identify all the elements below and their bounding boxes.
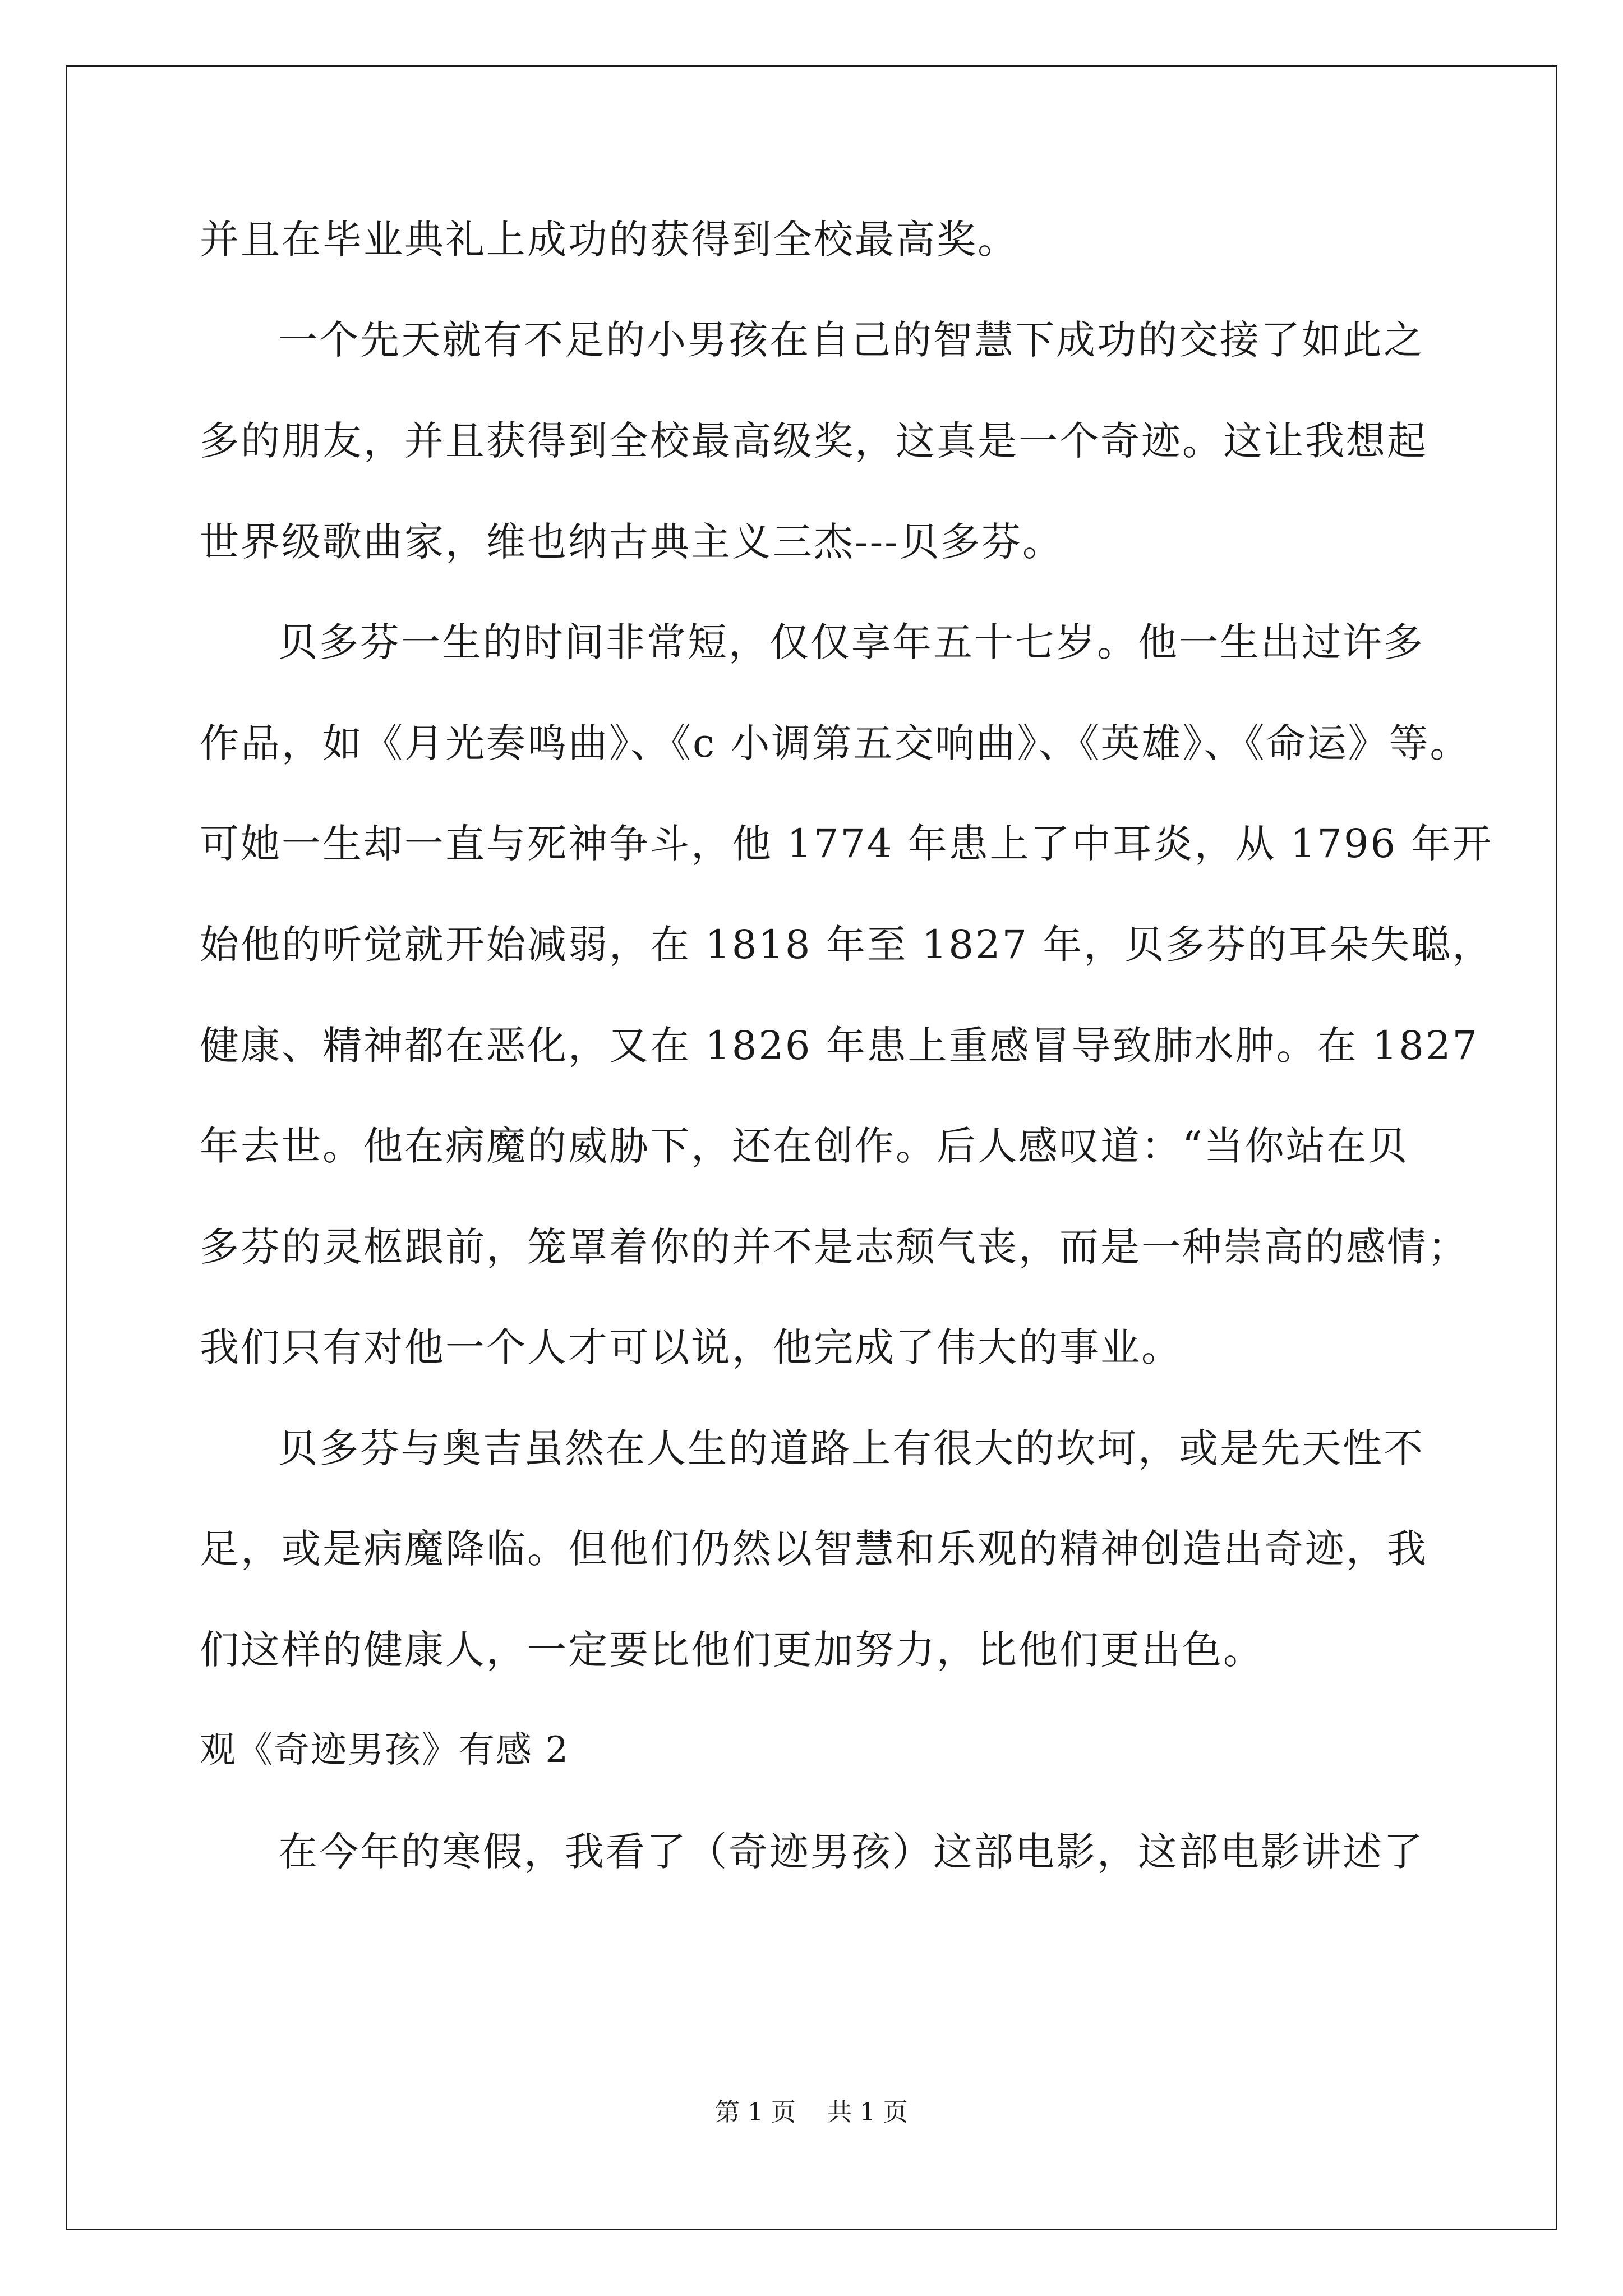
paragraph-line: 们这样的健康人，一定要比他们更加努力，比他们更出色。 bbox=[200, 1627, 1264, 1673]
paragraph-line: 健康、精神都在恶化，又在 1826 年患上重感冒导致肺水肿。在 1827 bbox=[200, 1023, 1479, 1069]
paragraph-line: 并且在毕业典礼上成功的获得到全校最高奖。 bbox=[200, 217, 1018, 263]
paragraph-line: 我们只有对他一个人才可以说，他完成了伟大的事业。 bbox=[200, 1324, 1182, 1370]
paragraph-line: 一个先天就有不足的小男孩在自己的智慧下成功的交接了如此之 bbox=[278, 317, 1424, 363]
paragraph-line: 作品，如《月光奏鸣曲》、《c 小调第五交响曲》、《英雄》、《命运》等。 bbox=[200, 720, 1471, 766]
paragraph-line: 贝多芬一生的时间非常短，仅仅享年五十七岁。他一生出过许多 bbox=[278, 619, 1424, 665]
paragraph-line: 足，或是病魔降临。但他们仍然以智慧和乐观的精神创造出奇迹，我 bbox=[200, 1526, 1428, 1572]
paragraph-line: 在今年的寒假，我看了（奇迹男孩）这部电影，这部电影讲述了 bbox=[278, 1829, 1424, 1875]
page-footer: 第 1 页 共 1 页 bbox=[715, 2098, 908, 2127]
section-heading: 观《奇迹男孩》有感 2 bbox=[200, 1729, 570, 1771]
paragraph-line: 多的朋友，并且获得到全校最高级奖，这真是一个奇迹。这让我想起 bbox=[200, 418, 1428, 464]
paragraph-line: 可她一生却一直与死神争斗，他 1774 年患上了中耳炎，从 1796 年开 bbox=[200, 821, 1493, 867]
paragraph-line: 世界级歌曲家，维也纳古典主义三杰---贝多芬。 bbox=[200, 519, 1063, 565]
paragraph-line: 年去世。他在病魔的威胁下，还在创作。后人感叹道：“当你站在贝 bbox=[200, 1123, 1409, 1169]
paragraph-line: 始他的听觉就开始减弱，在 1818 年至 1827 年，贝多芬的耳朵失聪， bbox=[200, 922, 1493, 968]
paragraph-line: 多芬的灵柩跟前，笼罩着你的并不是志颓气丧，而是一种崇高的感情； bbox=[200, 1224, 1469, 1270]
paragraph-line: 贝多芬与奥吉虽然在人生的道路上有很大的坎坷，或是先天性不 bbox=[278, 1425, 1424, 1471]
